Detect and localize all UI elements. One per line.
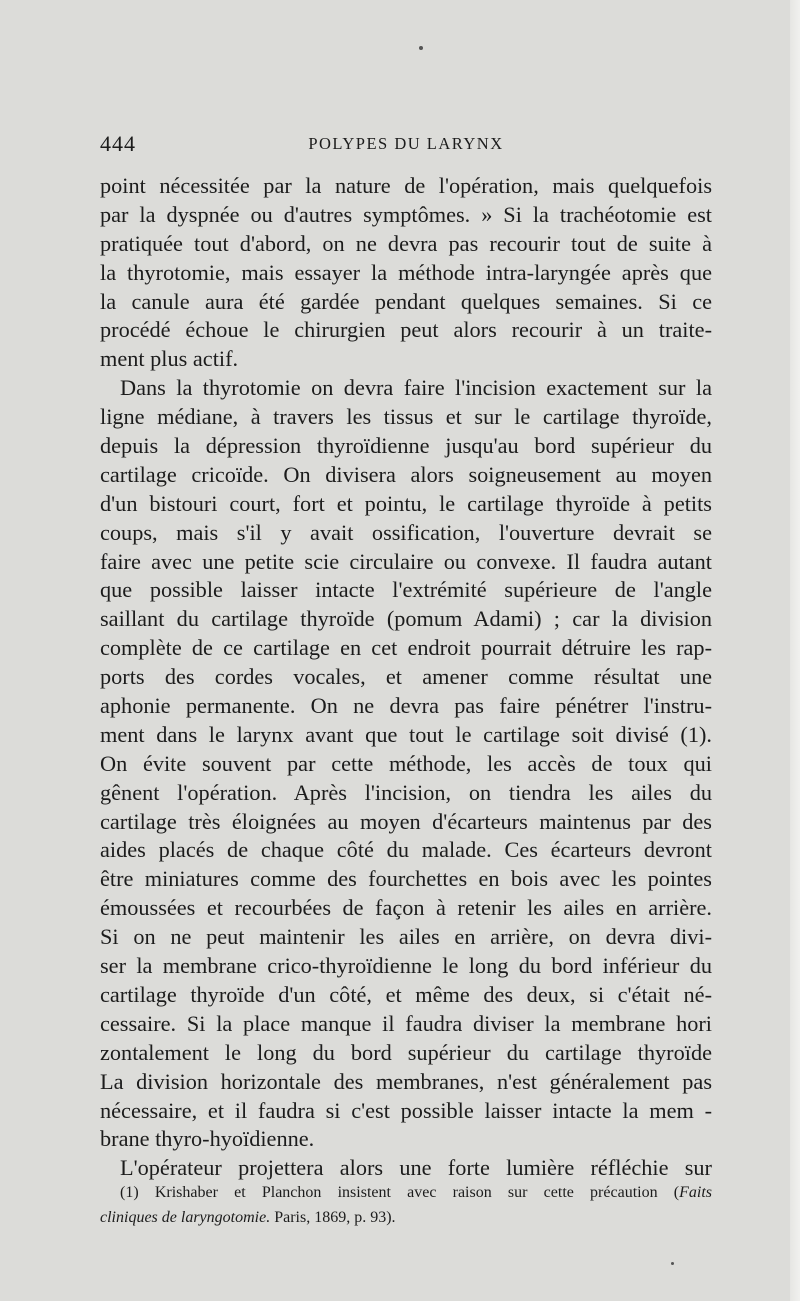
text-line: depuis la dépression thyroïdienne jusqu'au bord supérieur du — [100, 433, 712, 459]
text-line: pratiquée tout d'abord, on ne devra pas recourir tout de suite à — [100, 230, 712, 256]
page-edge — [790, 0, 800, 1301]
running-title: POLYPES DU LARYNX — [308, 134, 504, 153]
text-line: On évite souvent par cette méthode, les accès de toux qui — [100, 750, 712, 776]
text-line: point nécessitée par la nature de l'opération, mais quelquefois — [100, 173, 712, 198]
text-line: cartilage très éloignées au moyen d'écarteurs maintenus par des — [100, 808, 712, 834]
text-line: ser la membrane crico-thyroïdienne le long du bord inférieur du — [100, 953, 712, 979]
text-line: ment plus actif. — [100, 346, 239, 372]
footnote-text: Paris, 1869, p. 93). — [270, 1209, 396, 1226]
page-number: 444 — [100, 131, 136, 156]
text-line: gênent l'opération. Après l'incision, on tiendra les ailes du — [100, 779, 712, 805]
text-line: ment dans le larynx avant que tout le cartilage soit divisé (1). — [100, 721, 712, 747]
footnote-text: (1) Krishaber et Planchon insistent avec raison sur cette précaution ( — [120, 1184, 680, 1201]
text-line: procédé échoue le chirurgien peut alors recourir à un traite- — [100, 317, 712, 343]
footnote-line — [120, 1180, 712, 1205]
text-line: que possible laisser intacte l'extrémité supérieure de l'angle — [100, 577, 712, 603]
text-line: la canule aura été gardée pendant quelques semaines. Si ce — [100, 288, 712, 314]
text-line: par la dyspnée ou d'autres symptômes. » Si la trachéotomie est — [100, 201, 712, 227]
text-line: ports des cordes vocales, et amener comme résultat une — [100, 664, 712, 690]
paragraph-start-line: Dans la thyrotomie on devra faire l'incision exactement sur la — [120, 375, 712, 401]
text-line: la thyrotomie, mais essayer la méthode intra-laryngée après que — [100, 259, 712, 285]
text-line: être miniatures comme des fourchettes en bois avec les pointes — [100, 866, 712, 892]
footnote-italic: Faits — [679, 1184, 712, 1201]
ink-speck — [671, 1262, 674, 1265]
text-line: nécessaire, et il faudra si c'est possible laisser intacte la mem - — [100, 1097, 712, 1123]
text-line: d'un bistouri court, fort et pointu, le cartilage thyroïde à petits — [100, 490, 712, 516]
ink-speck — [419, 46, 423, 50]
footnote — [100, 1180, 712, 1230]
text-line: saillant du cartilage thyroïde (pomum Adami) ; car la division — [100, 606, 712, 632]
text-line: cartilage cricoïde. On divisera alors soigneusement au moyen — [100, 461, 712, 487]
text-line: aides placés de chaque côté du malade. Ces écarteurs devront — [100, 837, 712, 863]
text-line: Si on ne peut maintenir les ailes en arrière, on devra divi- — [100, 924, 712, 950]
text-line: cessaire. Si la place manque il faudra diviser la membrane hori — [100, 1010, 712, 1036]
text-line: coups, mais s'il y avait ossification, l'ouverture devrait se — [100, 519, 712, 545]
paragraph-start-line: L'opérateur projettera alors une forte lumière réfléchie sur — [120, 1155, 712, 1181]
body-text — [100, 172, 712, 1183]
text-line: ligne médiane, à travers les tissus et sur le cartilage thyroïde, — [100, 404, 712, 430]
text-line: faire avec une petite scie circulaire ou convexe. Il faudra autant — [100, 548, 712, 574]
text-line: La division horizontale des membranes, n'est généralement pas — [100, 1068, 712, 1094]
footnote-line — [100, 1205, 712, 1230]
page-header — [100, 131, 712, 159]
text-line: émoussées et recourbées de façon à retenir les ailes en arrière. — [100, 895, 712, 921]
text-line: complète de ce cartilage en cet endroit pourrait détruire les rap- — [100, 635, 712, 661]
text-line: brane thyro-hyoïdienne. — [100, 1126, 315, 1152]
text-line: cartilage thyroïde d'un côté, et même des deux, si c'était né- — [100, 981, 712, 1007]
text-line: aphonie permanente. On ne devra pas faire pénétrer l'instru- — [100, 693, 712, 719]
footnote-italic: cliniques de laryngotomie. — [100, 1209, 271, 1226]
text-line: zontalement le long du bord supérieur du cartilage thyroïde — [100, 1039, 712, 1065]
